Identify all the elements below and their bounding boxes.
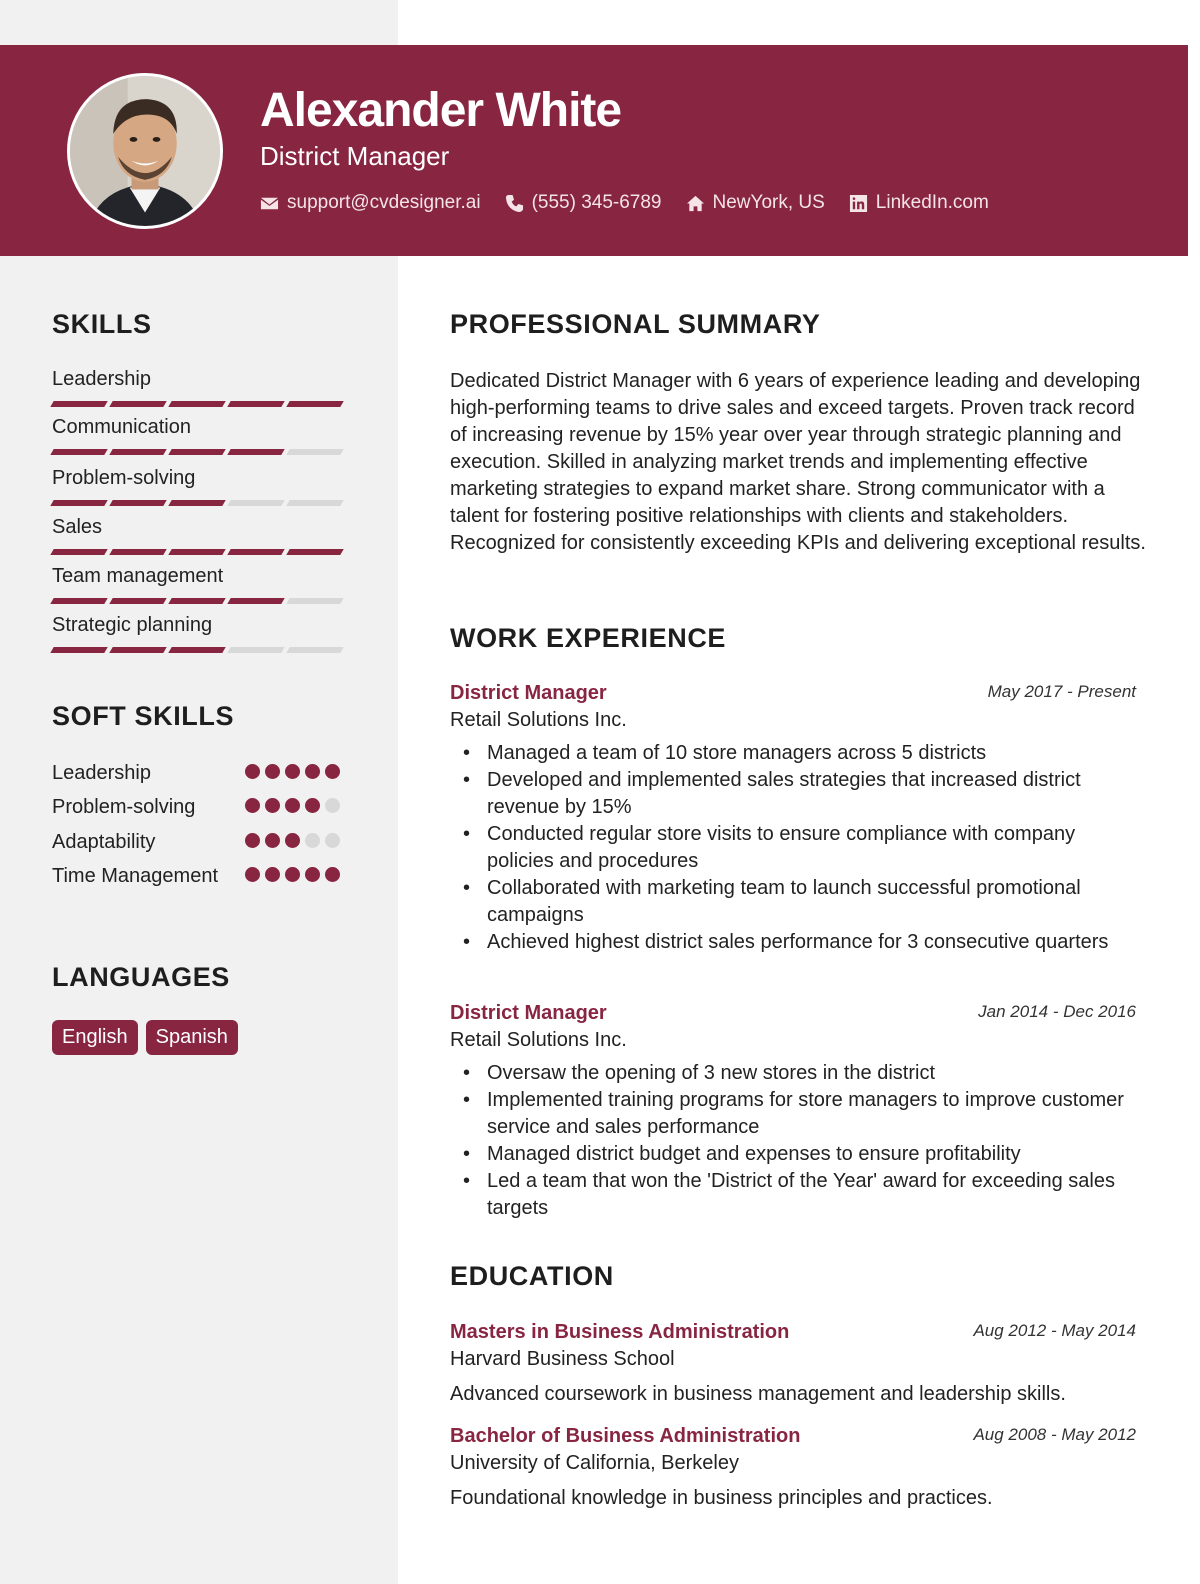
education-entry <box>450 1425 1136 1510</box>
job-bullet: • Managed a team of 10 store managers across 5 districts <box>450 740 1136 767</box>
rating-dot-empty <box>325 798 340 813</box>
skill-segment-filled <box>168 401 225 407</box>
skill-level-bar <box>52 598 342 604</box>
rating-dot-empty <box>325 833 340 848</box>
soft-skills-heading: SOFT SKILLS <box>52 701 235 731</box>
skill-segment-filled <box>168 598 225 604</box>
degree-title: Masters in Business Administration <box>450 1321 790 1343</box>
contact-linkedin-text: LinkedIn.com <box>875 192 989 213</box>
job-bullet: • Managed district budget and expenses to ensure profitability <box>450 1141 1136 1168</box>
skill-segment-filled <box>168 549 225 555</box>
soft-skill-item <box>52 863 344 890</box>
job-bullet: • Collaborated with marketing team to launch successful promotional campaigns <box>450 875 1136 929</box>
rating-dot-filled <box>305 764 320 779</box>
skill-segment-filled <box>50 449 107 455</box>
rating-dot-filled <box>285 764 300 779</box>
experience-entry <box>450 682 1136 956</box>
rating-dot-filled <box>265 867 280 882</box>
skill-segment-filled <box>50 549 107 555</box>
job-bullets <box>450 1060 1136 1222</box>
job-bullet: • Implemented training programs for store managers to improve customer service and sales performance <box>450 1087 1136 1141</box>
rating-dot-filled <box>245 867 260 882</box>
soft-skill-name: Problem-solving <box>52 796 196 818</box>
skill-item <box>52 565 344 588</box>
candidate-name: Alexander White <box>260 84 622 137</box>
skill-name: Strategic planning <box>52 614 213 636</box>
education-description: Advanced coursework in business management and leadership skills. <box>450 1383 1066 1405</box>
skill-segment-empty <box>227 647 284 653</box>
school-name: Harvard Business School <box>450 1348 675 1370</box>
soft-skill-rating <box>245 798 340 813</box>
skill-segment-filled <box>109 401 166 407</box>
soft-skill-item <box>52 829 344 856</box>
skill-segment-filled <box>50 647 107 653</box>
rating-dot-filled <box>265 764 280 779</box>
job-bullet: • Conducted regular store visits to ensure compliance with company policies and procedures <box>450 821 1136 875</box>
skill-level-bar <box>52 647 342 653</box>
job-date: Jan 2014 - Dec 2016 <box>978 1002 1136 1021</box>
job-company: Retail Solutions Inc. <box>450 1029 627 1051</box>
summary-heading: PROFESSIONAL SUMMARY <box>450 309 821 339</box>
education-heading: EDUCATION <box>450 1261 614 1291</box>
skill-segment-filled <box>50 500 107 506</box>
skill-segment-filled <box>168 449 225 455</box>
education-date: Aug 2012 - May 2014 <box>973 1321 1136 1340</box>
skill-name: Problem-solving <box>52 467 196 489</box>
education-date: Aug 2008 - May 2012 <box>973 1425 1136 1444</box>
skill-segment-filled <box>109 549 166 555</box>
school-name: University of California, Berkeley <box>450 1452 739 1474</box>
education-entry <box>450 1321 1136 1406</box>
contact-email-text: support@cvdesigner.ai <box>287 192 481 213</box>
contact-email[interactable] <box>260 192 481 214</box>
rating-dot-empty <box>305 833 320 848</box>
rating-dot-filled <box>285 798 300 813</box>
skill-name: Leadership <box>52 368 151 390</box>
skill-item <box>52 368 344 391</box>
contact-linkedin[interactable] <box>849 192 989 214</box>
skill-segment-filled <box>109 449 166 455</box>
job-bullet: • Achieved highest district sales performance for 3 consecutive quarters <box>450 929 1136 956</box>
job-bullet: • Oversaw the opening of 3 new stores in the district <box>450 1060 1136 1087</box>
resume-header <box>0 45 1188 256</box>
contact-row <box>260 192 989 214</box>
profile-photo-illustration <box>70 76 220 226</box>
soft-skill-item <box>52 760 344 787</box>
phone-icon <box>505 194 524 213</box>
rating-dot-filled <box>245 764 260 779</box>
skill-level-bar <box>52 401 342 407</box>
candidate-title: District Manager <box>260 141 450 171</box>
job-date: May 2017 - Present <box>987 682 1136 701</box>
rating-dot-filled <box>305 867 320 882</box>
contact-location <box>686 192 825 214</box>
languages-list <box>52 1020 238 1055</box>
rating-dot-filled <box>325 764 340 779</box>
skill-item <box>52 516 344 539</box>
degree-title: Bachelor of Business Administration <box>450 1425 801 1447</box>
job-bullet: • Led a team that won the 'District of the Year' award for exceeding sales targets <box>450 1168 1136 1222</box>
job-title: District Manager <box>450 1002 607 1024</box>
skill-name: Communication <box>52 416 191 438</box>
skill-segment-empty <box>286 500 343 506</box>
envelope-icon <box>260 194 279 213</box>
contact-phone[interactable] <box>505 192 662 214</box>
skill-name: Team management <box>52 565 224 587</box>
rating-dot-filled <box>245 798 260 813</box>
job-bullets <box>450 740 1136 956</box>
soft-skill-item <box>52 794 344 821</box>
rating-dot-filled <box>325 867 340 882</box>
summary-text: Dedicated District Manager with 6 years of experience leading and developing high-performing teams to drive sales and exceed targets. Proven track record of increasing revenue by 15% year over year through strategic planning and execution. Skilled in analyzing market trends and implementing effective marketing strategies to expand market share. Strong communicator with a talent for fostering positive relationships with clients and stakeholders. Recognized for consistently exceeding KPIs and delivering exceptional results. <box>450 370 1146 554</box>
rating-dot-filled <box>245 833 260 848</box>
skill-item <box>52 467 344 490</box>
skill-item <box>52 416 344 439</box>
job-company: Retail Solutions Inc. <box>450 709 627 731</box>
skill-segment-filled <box>227 401 284 407</box>
skill-segment-filled <box>168 647 225 653</box>
experience-entry <box>450 1002 1136 1222</box>
soft-skill-name: Leadership <box>52 762 151 784</box>
skill-segment-filled <box>109 598 166 604</box>
language-badge: Spanish <box>146 1020 238 1055</box>
rating-dot-filled <box>265 798 280 813</box>
skill-segment-empty <box>286 598 343 604</box>
skill-name: Sales <box>52 516 103 538</box>
skill-level-bar <box>52 549 342 555</box>
soft-skill-rating <box>245 867 340 882</box>
job-bullet: • Developed and implemented sales strategies that increased district revenue by 15% <box>450 767 1136 821</box>
skill-segment-filled <box>109 647 166 653</box>
skill-segment-filled <box>286 401 343 407</box>
language-badge: English <box>52 1020 138 1055</box>
skill-segment-filled <box>50 598 107 604</box>
profile-photo <box>67 73 223 229</box>
skill-segment-filled <box>109 500 166 506</box>
skill-level-bar <box>52 500 342 506</box>
job-title: District Manager <box>450 682 607 704</box>
skill-segment-filled <box>286 549 343 555</box>
education-description: Foundational knowledge in business principles and practices. <box>450 1487 993 1509</box>
linkedin-icon <box>849 194 868 213</box>
soft-skill-rating <box>245 764 340 779</box>
contact-phone-text: (555) 345-6789 <box>531 192 662 213</box>
languages-heading: LANGUAGES <box>52 962 230 992</box>
soft-skill-name: Adaptability <box>52 831 156 853</box>
rating-dot-filled <box>265 833 280 848</box>
skill-segment-empty <box>227 500 284 506</box>
rating-dot-filled <box>285 833 300 848</box>
rating-dot-filled <box>305 798 320 813</box>
skill-level-bar <box>52 449 342 455</box>
soft-skill-rating <box>245 833 340 848</box>
skill-item <box>52 614 344 637</box>
rating-dot-filled <box>285 867 300 882</box>
contact-location-text: NewYork, US <box>712 192 825 213</box>
skill-segment-filled <box>227 549 284 555</box>
soft-skill-name: Time Management <box>52 865 218 887</box>
skill-segment-filled <box>168 500 225 506</box>
skill-segment-filled <box>50 401 107 407</box>
skills-heading: SKILLS <box>52 309 152 339</box>
skill-segment-empty <box>286 647 343 653</box>
skill-segment-filled <box>227 598 284 604</box>
skill-segment-filled <box>227 449 284 455</box>
experience-heading: WORK EXPERIENCE <box>450 623 727 653</box>
skill-segment-empty <box>286 449 343 455</box>
home-icon <box>686 194 705 213</box>
